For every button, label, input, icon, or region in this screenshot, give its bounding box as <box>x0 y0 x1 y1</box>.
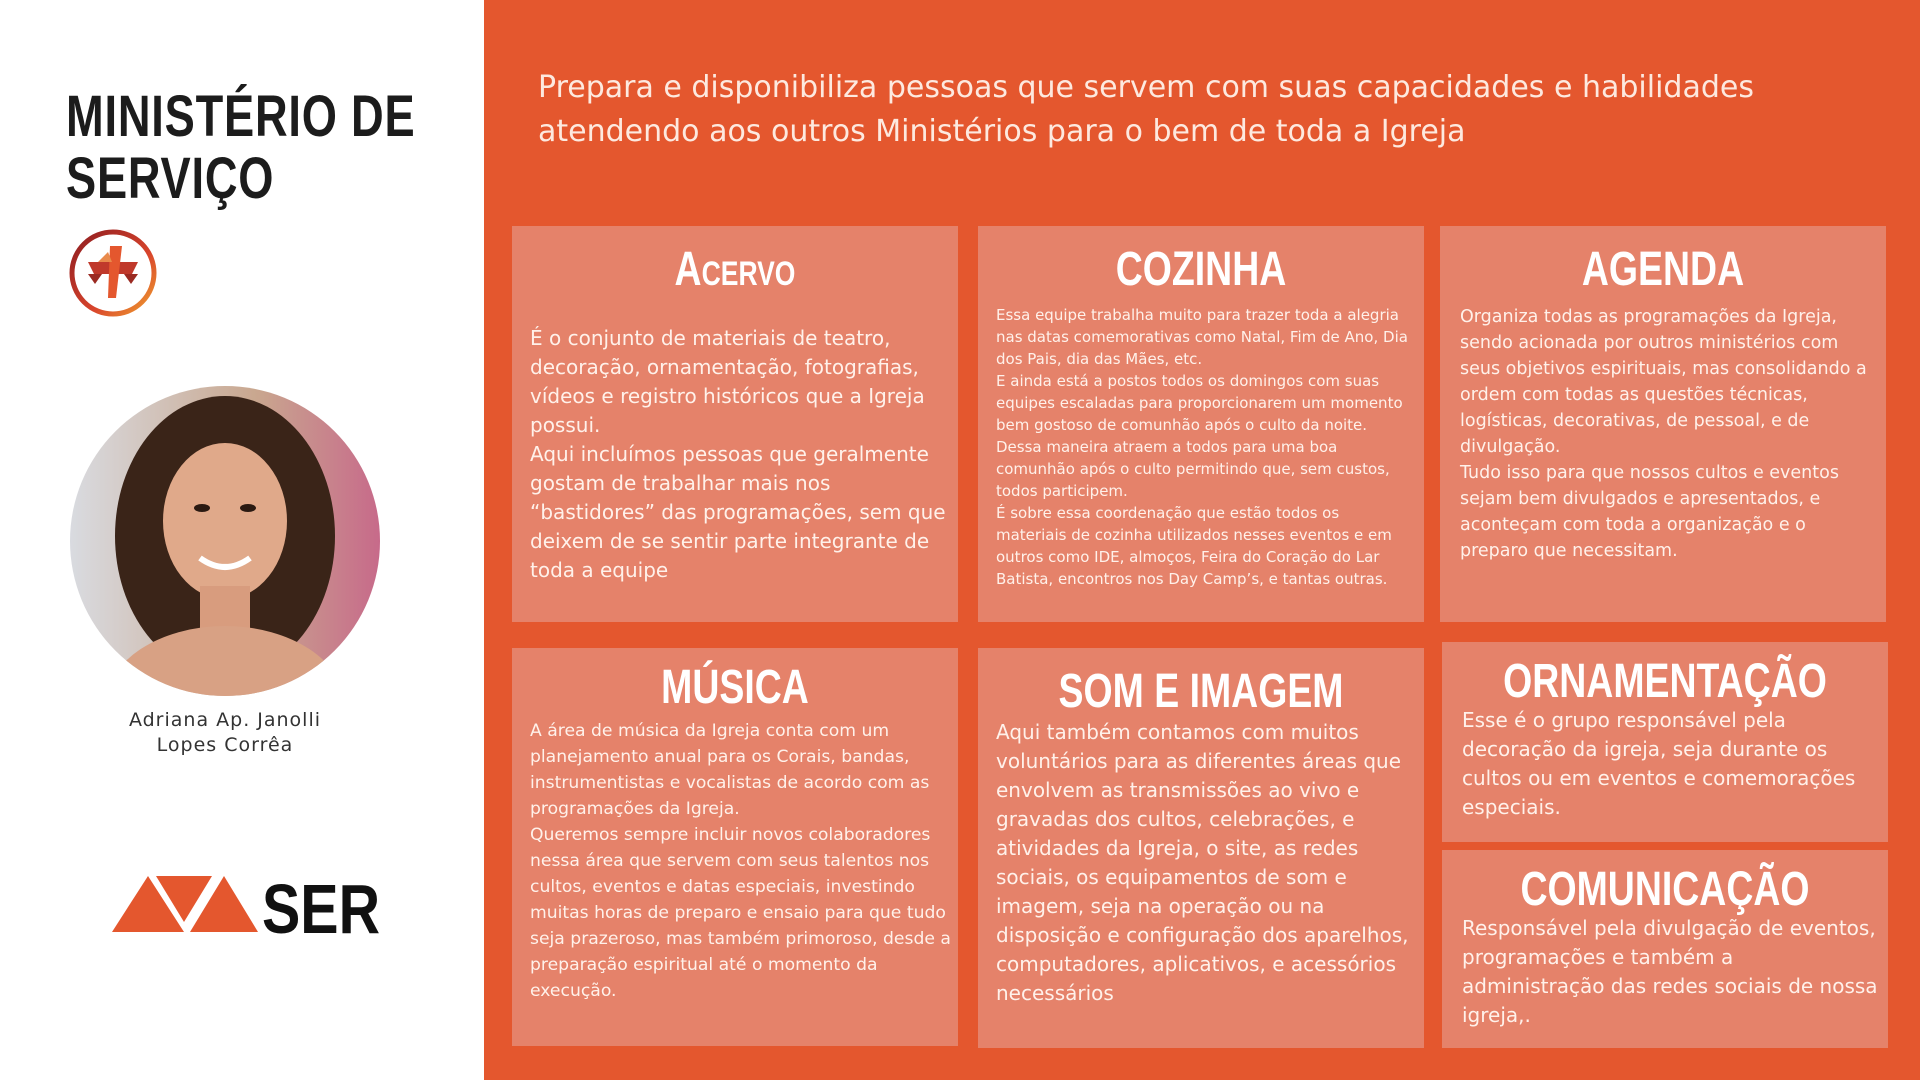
card-text: Responsável pela divulgação de eventos, programações e também a administração das redes sociais de nossa igreja,. <box>1462 916 1878 1027</box>
card-agenda <box>1440 226 1886 622</box>
page-title <box>66 84 416 211</box>
card-cozinha <box>978 226 1424 622</box>
intro-text: Prepara e disponibiliza pessoas que servem com suas capacidades e habilidades atendendo aos outros Ministérios para o bem de toda a Igreja <box>538 70 1754 149</box>
card-title: Acervo <box>674 243 796 296</box>
church-emblem-icon <box>68 228 158 318</box>
person-name-line2: Lopes Corrêa <box>156 734 294 756</box>
card-comunicacao <box>1442 850 1888 1048</box>
card-title: COZINHA <box>1115 243 1287 296</box>
card-title: AGENDA <box>1581 243 1745 296</box>
card-som-imagem <box>978 648 1424 1048</box>
card-acervo <box>512 226 958 622</box>
card-title: COMUNICAÇÃO <box>1520 863 1810 916</box>
card-text: Esse é o grupo responsável pela decoração da igreja, seja durante os cultos ou em eventos e comemorações especiais. <box>1462 708 1856 819</box>
person-name-line1: Adriana Ap. Janolli <box>128 709 322 731</box>
avatar <box>70 386 380 696</box>
card-text: A área de música da Igreja conta com um planejamento anual para os Corais, bandas, instrumentistas e vocalistas de acordo com as programações da Igreja. Queremos sempre incluir novos colaboradores nessa área que servem com seus talentos nos cultos, eventos e datas especiais, investindo muitas horas de preparo e ensaio para que tudo seja prazeroso, mas também primoroso, desde a preparação espiritual até o momento da execução. <box>530 721 951 1001</box>
card-text: Essa equipe trabalha muito para trazer toda a alegria nas datas comemorativas como Natal, Fim de Ano, Dia dos Pais, dia das Mães, etc. E ainda está a postos todos os domingos com suas equipes escaladas para proporcionarem um momento bem gostoso de comunhão após o culto da noite. Dessa maneira atraem a todos para uma boa comunhão após o culto permitindo que, sem custos, todos participem. É sobre essa coordenação que estão todos os materiais de cozinha utilizados nesses eventos e em outros como IDE, almoços, Feira do Coração do Lar Batista, encontros nos Day Camp’s, e tantas outras. <box>996 306 1408 588</box>
logo-text: SER <box>262 870 381 948</box>
card-title: ORNAMENTAÇÃO <box>1503 655 1827 708</box>
card-musica <box>512 648 958 1046</box>
ser-logo <box>112 870 381 948</box>
card-text: Organiza todas as programações da Igreja, sendo acionada por outros ministérios com seus objetivos espirituais, mas consolidando a ordem com todas as questões técnicas, logísticas, decorativas, de pessoal, e de divulgação. Tudo isso para que nossos cultos e eventos sejam bem divulgados e apresentados, e aconteçam com toda a organização e o preparo que necessitam. <box>1460 307 1867 561</box>
card-title: MÚSICA <box>661 661 809 714</box>
card-text: É o conjunto de materiais de teatro, decoração, ornamentação, fotografias, vídeos e registro históricos que a Igreja possui. Aqui incluímos pessoas que geralmente gostam de trabalhar mais nos “bastidores” das programações, sem que deixem de se sentir parte integrante de toda a equipe <box>530 326 946 582</box>
page-title-line2: SERVIÇO <box>66 146 275 211</box>
card-title: SOM E IMAGEM <box>1058 665 1344 718</box>
triangles-logo-icon <box>112 872 262 944</box>
page-title-line1: MINISTÉRIO DE <box>66 84 416 149</box>
main-panel <box>484 0 1920 1080</box>
sidebar <box>0 0 484 1080</box>
card-text: Aqui também contamos com muitos voluntários para as diferentes áreas que envolvem as transmissões ao vivo e gravadas dos cultos, celebrações, e atividades da Igreja, o site, as redes sociais, os equipamentos de som e imagem, seja na operação ou na disposição e configuração dos aparelhos, computadores, aplicativos, e acessórios necessários <box>996 720 1409 1005</box>
card-ornamentacao <box>1442 642 1888 842</box>
person-name <box>70 708 380 758</box>
